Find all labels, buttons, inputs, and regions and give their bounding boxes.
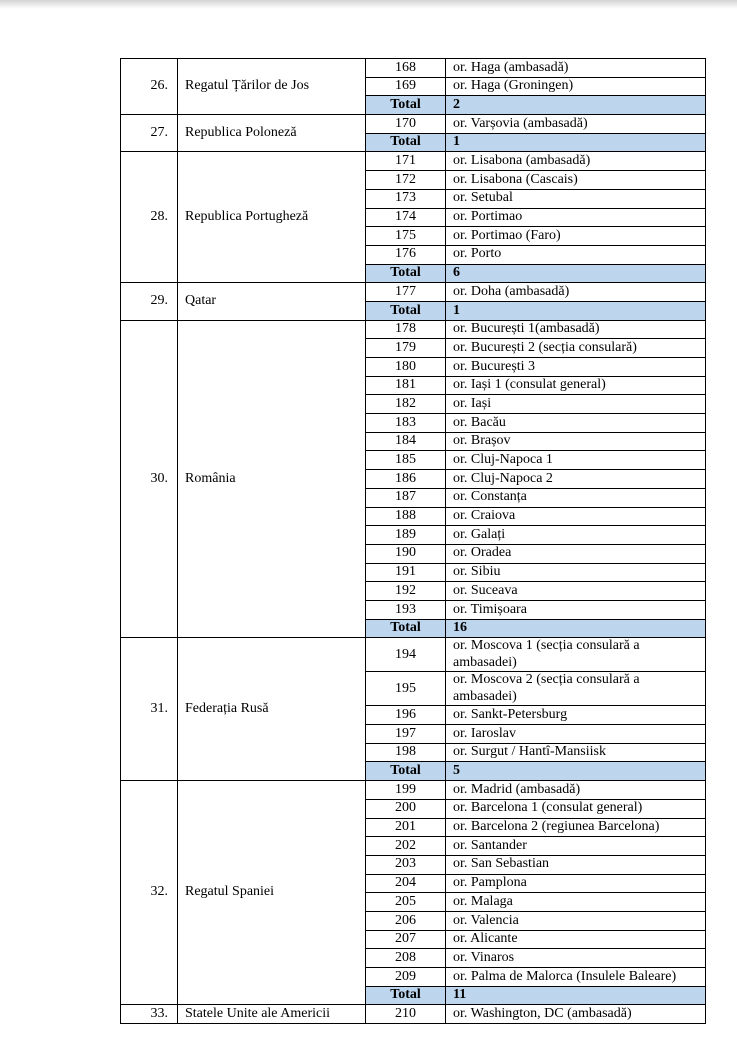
country-index-cell: 29. bbox=[121, 283, 178, 320]
station-number-cell: 179 bbox=[366, 339, 446, 358]
station-number-cell: 186 bbox=[366, 470, 446, 489]
station-location-cell: or. Portimao (Faro) bbox=[446, 227, 706, 246]
table-body bbox=[121, 59, 706, 1024]
total-label-cell: Total bbox=[366, 619, 446, 638]
station-location-cell: or. Moscova 2 (secția consulară a ambasadei) bbox=[446, 672, 706, 706]
country-index-cell: 31. bbox=[121, 638, 178, 781]
station-number-cell: 177 bbox=[366, 283, 446, 302]
station-number-cell: 168 bbox=[366, 59, 446, 78]
station-location-cell: or. San Sebastian bbox=[446, 855, 706, 874]
station-number-cell: 182 bbox=[366, 395, 446, 414]
station-number-cell: 173 bbox=[366, 189, 446, 208]
station-number-cell: 203 bbox=[366, 855, 446, 874]
station-location-cell: or. Lisabona (ambasadă) bbox=[446, 152, 706, 171]
station-number-cell: 192 bbox=[366, 582, 446, 601]
station-number-cell: 194 bbox=[366, 638, 446, 672]
station-location-cell: or. Suceava bbox=[446, 582, 706, 601]
station-number-cell: 175 bbox=[366, 227, 446, 246]
station-number-cell: 185 bbox=[366, 451, 446, 470]
station-location-cell: or. Haga (Groningen) bbox=[446, 77, 706, 96]
station-location-cell: or. Malaga bbox=[446, 893, 706, 912]
station-location-cell: or. Brașov bbox=[446, 432, 706, 451]
station-row bbox=[121, 638, 706, 672]
station-number-cell: 180 bbox=[366, 358, 446, 377]
country-name-cell: Federația Rusă bbox=[178, 638, 366, 781]
station-number-cell: 170 bbox=[366, 115, 446, 134]
station-number-cell: 184 bbox=[366, 432, 446, 451]
station-location-cell: or. Palma de Malorca (Insulele Baleare) bbox=[446, 968, 706, 987]
station-number-cell: 181 bbox=[366, 376, 446, 395]
polling-stations-table bbox=[120, 58, 706, 1024]
station-location-cell: or. Madrid (ambasadă) bbox=[446, 781, 706, 800]
station-number-cell: 197 bbox=[366, 725, 446, 744]
total-value-cell: 16 bbox=[446, 619, 706, 638]
station-location-cell: or. Moscova 1 (secția consulară a ambasadei) bbox=[446, 638, 706, 672]
country-name-cell: Republica Portugheză bbox=[178, 152, 366, 283]
station-location-cell: or. Doha (ambasadă) bbox=[446, 283, 706, 302]
total-label-cell: Total bbox=[366, 133, 446, 152]
country-index-cell: 32. bbox=[121, 781, 178, 1005]
station-number-cell: 169 bbox=[366, 77, 446, 96]
station-location-cell: or. Santander bbox=[446, 837, 706, 856]
country-index-cell: 28. bbox=[121, 152, 178, 283]
total-value-cell: 2 bbox=[446, 96, 706, 115]
country-name-cell: Regatul Spaniei bbox=[178, 781, 366, 1005]
country-name-cell: Qatar bbox=[178, 283, 366, 320]
station-row bbox=[121, 152, 706, 171]
station-location-cell: or. București 3 bbox=[446, 358, 706, 377]
station-number-cell: 196 bbox=[366, 706, 446, 725]
station-number-cell: 210 bbox=[366, 1005, 446, 1024]
station-row bbox=[121, 59, 706, 78]
station-location-cell: or. Varșovia (ambasadă) bbox=[446, 115, 706, 134]
station-number-cell: 207 bbox=[366, 930, 446, 949]
station-row bbox=[121, 320, 706, 339]
station-number-cell: 188 bbox=[366, 507, 446, 526]
station-number-cell: 199 bbox=[366, 781, 446, 800]
country-name-cell: Regatul Țărilor de Jos bbox=[178, 59, 366, 115]
station-number-cell: 172 bbox=[366, 171, 446, 190]
station-number-cell: 208 bbox=[366, 949, 446, 968]
total-value-cell: 11 bbox=[446, 986, 706, 1005]
station-location-cell: or. Iași 1 (consulat general) bbox=[446, 376, 706, 395]
total-value-cell: 5 bbox=[446, 762, 706, 781]
station-location-cell: or. Iaroslav bbox=[446, 725, 706, 744]
total-value-cell: 1 bbox=[446, 133, 706, 152]
station-location-cell: or. Vinaros bbox=[446, 949, 706, 968]
station-location-cell: or. Iași bbox=[446, 395, 706, 414]
station-location-cell: or. Oradea bbox=[446, 544, 706, 563]
station-location-cell: or. Craiova bbox=[446, 507, 706, 526]
station-location-cell: or. Galați bbox=[446, 526, 706, 545]
country-index-cell: 30. bbox=[121, 320, 178, 638]
total-label-cell: Total bbox=[366, 301, 446, 320]
station-location-cell: or. Surgut / Hantî-Mansiisk bbox=[446, 743, 706, 762]
total-value-cell: 1 bbox=[446, 301, 706, 320]
total-label-cell: Total bbox=[366, 96, 446, 115]
station-location-cell: or. Cluj-Napoca 1 bbox=[446, 451, 706, 470]
station-number-cell: 200 bbox=[366, 799, 446, 818]
station-location-cell: or. Washington, DC (ambasadă) bbox=[446, 1005, 706, 1024]
station-number-cell: 198 bbox=[366, 743, 446, 762]
station-location-cell: or. Portimao bbox=[446, 208, 706, 227]
station-number-cell: 189 bbox=[366, 526, 446, 545]
country-name-cell: România bbox=[178, 320, 366, 638]
station-number-cell: 171 bbox=[366, 152, 446, 171]
station-location-cell: or. Cluj-Napoca 2 bbox=[446, 470, 706, 489]
total-value-cell: 6 bbox=[446, 264, 706, 283]
station-number-cell: 176 bbox=[366, 245, 446, 264]
country-name-cell: Statele Unite ale Americii bbox=[178, 1005, 366, 1024]
country-index-cell: 33. bbox=[121, 1005, 178, 1024]
station-number-cell: 178 bbox=[366, 320, 446, 339]
station-location-cell: or. București 2 (secția consulară) bbox=[446, 339, 706, 358]
station-location-cell: or. București 1(ambasadă) bbox=[446, 320, 706, 339]
station-number-cell: 174 bbox=[366, 208, 446, 227]
station-number-cell: 183 bbox=[366, 414, 446, 433]
country-name-cell: Republica Poloneză bbox=[178, 115, 366, 152]
station-location-cell: or. Sibiu bbox=[446, 563, 706, 582]
station-number-cell: 206 bbox=[366, 911, 446, 930]
station-number-cell: 202 bbox=[366, 837, 446, 856]
station-location-cell: or. Alicante bbox=[446, 930, 706, 949]
total-label-cell: Total bbox=[366, 264, 446, 283]
total-label-cell: Total bbox=[366, 986, 446, 1005]
station-number-cell: 209 bbox=[366, 968, 446, 987]
station-row bbox=[121, 781, 706, 800]
total-label-cell: Total bbox=[366, 762, 446, 781]
station-row bbox=[121, 1005, 706, 1024]
station-location-cell: or. Pamplona bbox=[446, 874, 706, 893]
station-row bbox=[121, 283, 706, 302]
station-location-cell: or. Barcelona 2 (regiunea Barcelona) bbox=[446, 818, 706, 837]
station-row bbox=[121, 115, 706, 134]
station-location-cell: or. Lisabona (Cascais) bbox=[446, 171, 706, 190]
station-number-cell: 201 bbox=[366, 818, 446, 837]
country-index-cell: 26. bbox=[121, 59, 178, 115]
station-location-cell: or. Haga (ambasadă) bbox=[446, 59, 706, 78]
station-location-cell: or. Setubal bbox=[446, 189, 706, 208]
station-location-cell: or. Constanța bbox=[446, 488, 706, 507]
station-location-cell: or. Porto bbox=[446, 245, 706, 264]
station-number-cell: 195 bbox=[366, 672, 446, 706]
station-number-cell: 190 bbox=[366, 544, 446, 563]
station-location-cell: or. Bacău bbox=[446, 414, 706, 433]
station-number-cell: 193 bbox=[366, 600, 446, 619]
station-location-cell: or. Sankt-Petersburg bbox=[446, 706, 706, 725]
station-location-cell: or. Barcelona 1 (consulat general) bbox=[446, 799, 706, 818]
station-location-cell: or. Valencia bbox=[446, 911, 706, 930]
country-index-cell: 27. bbox=[121, 115, 178, 152]
station-number-cell: 187 bbox=[366, 488, 446, 507]
station-number-cell: 204 bbox=[366, 874, 446, 893]
station-number-cell: 191 bbox=[366, 563, 446, 582]
station-location-cell: or. Timișoara bbox=[446, 600, 706, 619]
page-top-shadow bbox=[0, 0, 737, 9]
station-number-cell: 205 bbox=[366, 893, 446, 912]
